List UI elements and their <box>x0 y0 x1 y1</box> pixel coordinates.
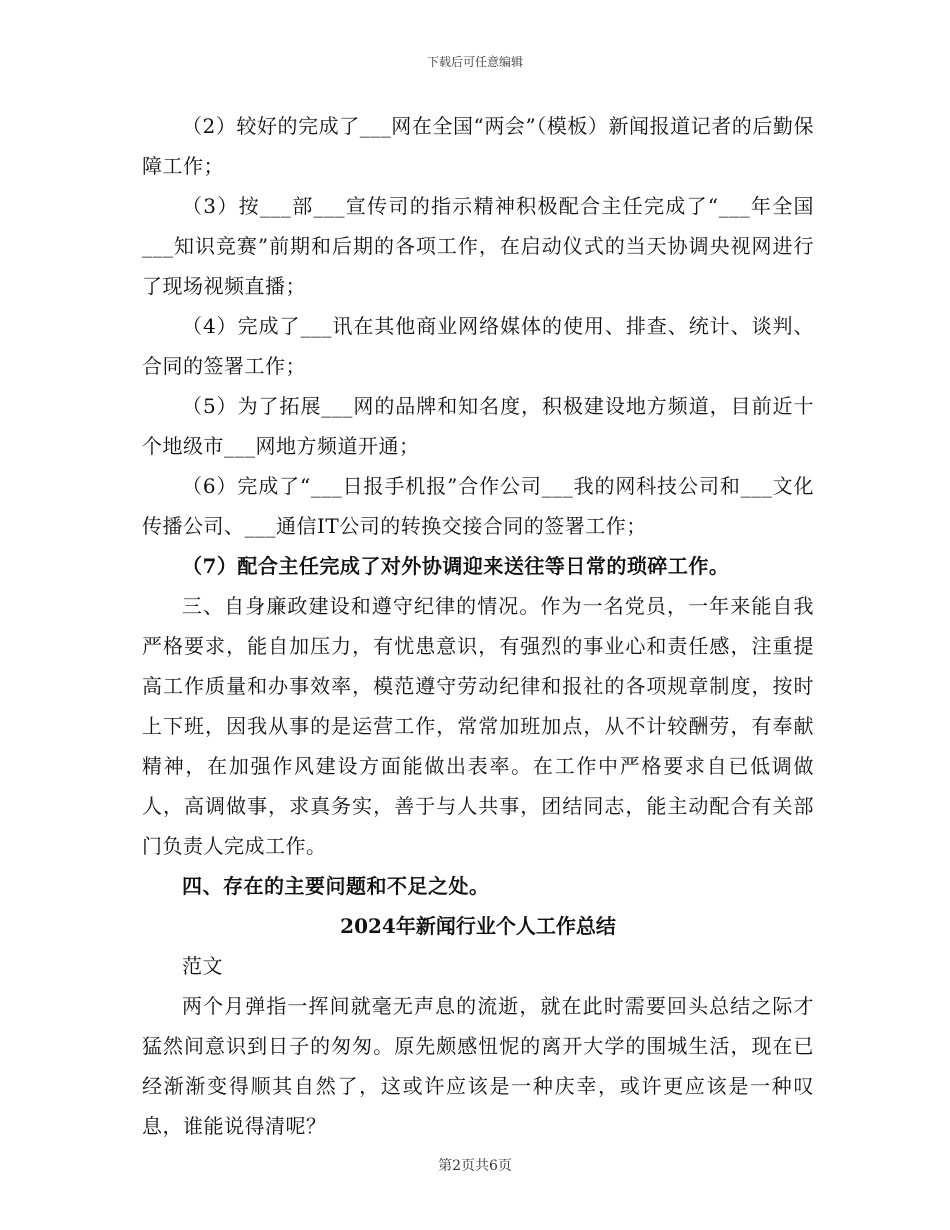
paragraph-item-2: （2）较好的完成了___网在全国“两会”（模板）新闻报道记者的后勤保障工作； <box>142 114 814 178</box>
section-title: 2024年新闻行业个人工作总结 <box>340 914 616 938</box>
paragraph-section-three: 三、自身廉政建设和遵守纪律的情况。作为一名党员，一年来能自我严格要求，能自加压力，有忧患意识，有强烈的事业心和责任感，注重提高工作质量和办事效率，模范遵守劳动纪律和报社的各项规章制度，按时上下班，因我从事的是运营工作，常常加班加点，从不计较酬劳，有奉献精神，在加强作风建设方面能做出表率。在工作中严格要求自已低调做人，高调做事，求真务实，善于与人共事，团结同志，能主动配合有关部门负责人完成工作。 <box>142 594 814 858</box>
paragraph-fanwen: 范文 <box>182 954 223 978</box>
page-footer: 第2页共6页 <box>438 1158 512 1174</box>
paragraph-item-7: （7）配合主任完成了对外协调迎来送往等日常的琐碎工作。 <box>182 554 730 578</box>
document-body <box>142 106 814 1146</box>
paragraph-item-6: （6）完成了“___日报手机报”合作公司___我的网科技公司和___文化传播公司、___通信IT公司的转换交接合同的签署工作； <box>142 474 814 538</box>
paragraph-intro: 两个月弹指一挥间就毫无声息的流逝，就在此时需要回头总结之际才猛然间意识到日子的匆匆。原先颇感忸怩的离开大学的围城生活，现在已经渐渐变得顺其自然了，这或许应该是一种庆幸，或许更应该是一种叹息，谁能说得清呢？ <box>142 994 814 1138</box>
paragraph-item-4: （4）完成了___讯在其他商业网络媒体的使用、排查、统计、谈判、合同的签署工作； <box>142 314 814 378</box>
paragraph-item-5: （5）为了拓展___网的品牌和知名度，积极建设地方频道，目前近十个地级市___网地方频道开通； <box>142 394 814 458</box>
page-header: 下载后可任意编辑 <box>426 55 523 69</box>
paragraph-item-3: （3）按___部___宣传司的指示精神积极配合主任完成了“___年全国___知识竞赛”前期和后期的各项工作，在启动仪式的当天协调央视网进行了现场视频直播； <box>142 194 814 298</box>
paragraph-section-four: 四、存在的主要问题和不足之处。 <box>182 874 490 898</box>
